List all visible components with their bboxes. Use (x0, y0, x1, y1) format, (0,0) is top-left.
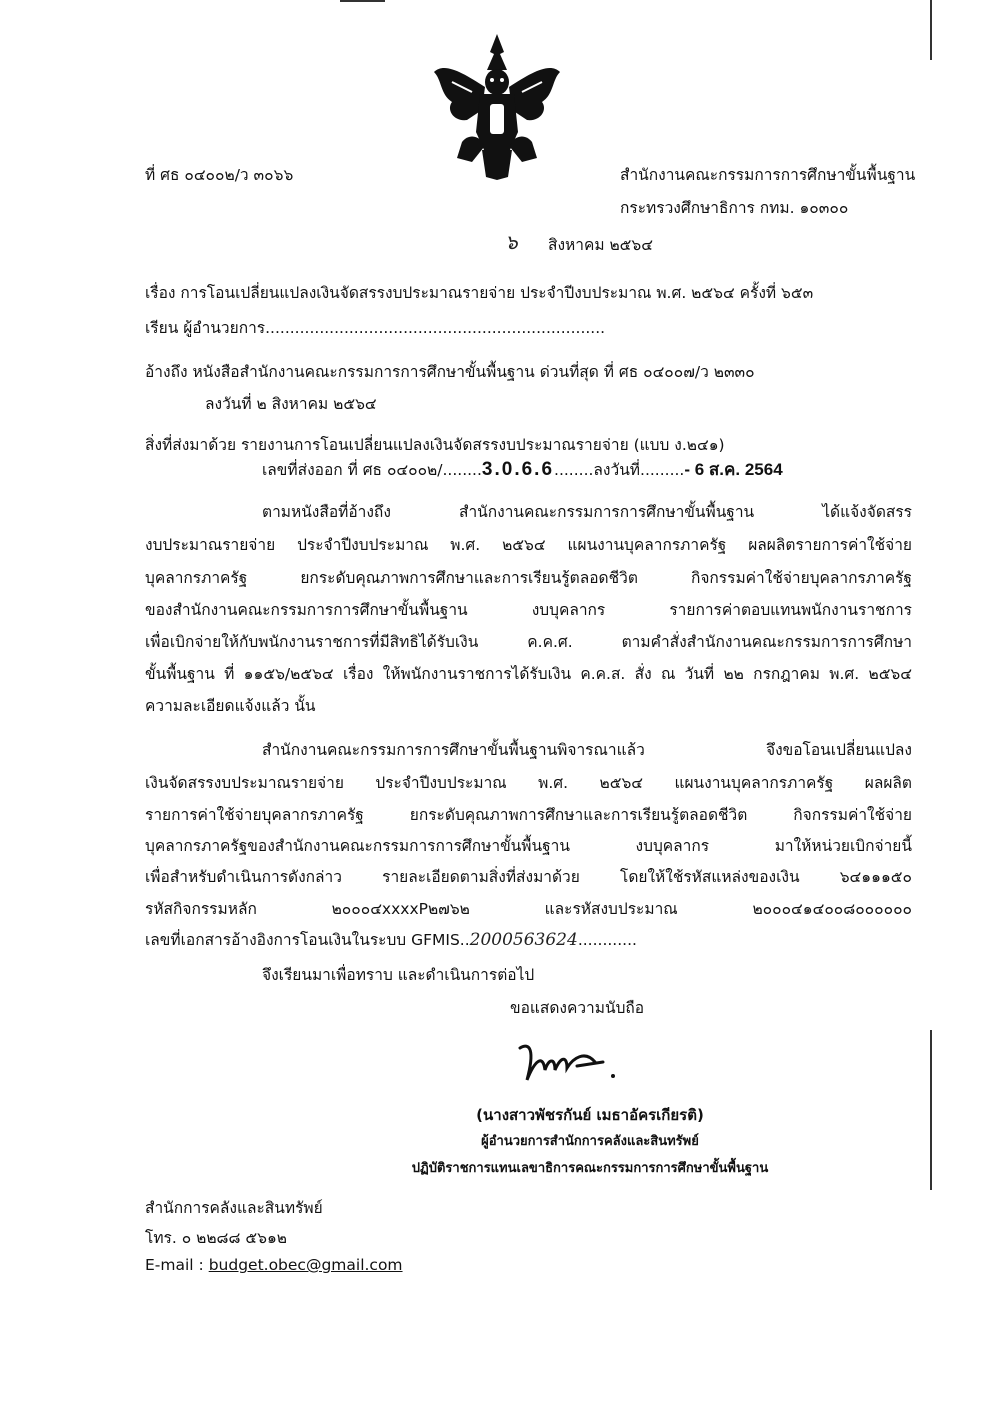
email-link[interactable]: budget.obec@gmail.com (208, 1256, 403, 1274)
paragraph1-line: งบประมาณรายจ่าย ประจำปีงบประมาณ พ.ศ. ๒๕๖๔ แผนงานบุคลากรภาครัฐ ผลผลิตรายการค่าใช้จ่าย (145, 536, 912, 554)
paragraph2-line: เงินจัดสรรงบประมาณรายจ่าย ประจำปีงบประมาณ พ.ศ. ๒๕๖๔ แผนงานบุคลากรภาครัฐ ผลผลิต (145, 774, 912, 792)
date-day-handwritten: ๖ (505, 230, 518, 254)
paragraph2-line: รหัสกิจกรรมหลัก ๒๐๐๐๔xxxxP๒๗๖๒ และรหัสงบประมาณ ๒๐๐๐๔๑๔๐๐๘๐๐๐๐๐๐ (145, 900, 912, 918)
paragraph2-line: สำนักงานคณะกรรมการการศึกษาขั้นพื้นฐานพิจารณาแล้ว จึงขอโอนเปลี่ยนแปลง (262, 741, 912, 759)
office-address: กระทรวงศึกษาธิการ กทม. ๑๐๓๐๐ (620, 199, 849, 217)
document-date: สิงหาคม ๒๕๖๔ (548, 236, 653, 254)
gfmis-label: เลขที่เอกสารอ้างอิงการโอนเงินในระบบ GFMIS.. (145, 931, 470, 949)
subject: เรื่อง การโอนเปลี่ยนแปลงเงินจัดสรรงบประมาณรายจ่าย ประจำปีงบประมาณ พ.ศ. ๒๕๖๔ ครั้งที่ ๖๕๓ (145, 284, 814, 302)
gfmis-dots: ............ (577, 931, 637, 949)
complimentary-close: ขอแสดงความนับถือ (510, 999, 645, 1017)
paragraph1-line: ของสำนักงานคณะกรรมการการศึกษาขั้นพื้นฐาน งบบุคลากร รายการค่าตอบแทนพนักงานราชการ (145, 601, 912, 619)
paragraph2-line: รายการค่าใช้จ่ายบุคลากรภาครัฐ ยกระดับคุณภาพการศึกษาและการเรียนรู้ตลอดชีวิต กิจกรรมค่าใช้จ่าย (145, 806, 912, 824)
paragraph2-line: เพื่อสำหรับดำเนินการดังกล่าว รายละเอียดตามสิ่งที่ส่งมาด้วย โดยให้ใช้รหัสแหล่งของเงิน ๖๔๑๑๑๕๐ (145, 868, 912, 886)
out-number-label: เลขที่ส่งออก ที่ ศธ ๐๔๐๐๒/........ (262, 461, 482, 479)
paragraph1-line: ขั้นพื้นฐาน ที่ ๑๑๕๖/๒๕๖๔ เรื่อง ให้พนักงานราชการได้รับเงิน ค.ค.ส. สั่ง ณ วันที่ ๒๒ กรกฎาคม พ.ศ. ๒๕๖๔ (145, 665, 912, 683)
out-date-label: ........ลงวันที่......... (554, 461, 685, 479)
reference-line1: อ้างถึง หนังสือสำนักงานคณะกรรมการการศึกษาขั้นพื้นฐาน ด่วนที่สุด ที่ ศธ ๐๔๐๐๗/ว ๒๓๓๐ (145, 363, 755, 381)
garuda-emblem (432, 32, 562, 182)
out-number-stamp: 3.0.6.6 (481, 459, 555, 480)
email-label: E-mail : (145, 1256, 209, 1274)
out-date-stamp: - 6 ส.ค. 2564 (684, 460, 783, 479)
signer-title: ผู้อำนวยการสำนักการคลังและสินทรัพย์ (481, 1134, 699, 1149)
footer-unit: สำนักการคลังและสินทรัพย์ (145, 1199, 323, 1217)
signature (515, 1040, 625, 1085)
enclosure-out-number (262, 458, 783, 482)
paragraph1-line: บุคลากรภาครัฐ ยกระดับคุณภาพการศึกษาและการเรียนรู้ตลอดชีวิต กิจกรรมค่าใช้จ่ายบุคลากรภาครัฐ (145, 569, 912, 587)
footer-phone: โทร. ๐ ๒๒๘๘ ๕๖๑๒ (145, 1229, 288, 1247)
closing-sentence: จึงเรียนมาเพื่อทราบ และดำเนินการต่อไป (262, 966, 535, 984)
gfmis-reference (145, 928, 637, 952)
paragraph1-line: ความละเอียดแจ้งแล้ว นั้น (145, 697, 316, 715)
document-number: ที่ ศธ ๐๔๐๐๒/ว ๓๐๖๖ (145, 166, 294, 184)
scan-edge-mark (930, 0, 932, 60)
signer-acting-title: ปฏิบัติราชการแทนเลขาธิการคณะกรรมการการศึกษาขั้นพื้นฐาน (411, 1161, 769, 1176)
enclosure-line1: สิ่งที่ส่งมาด้วย รายงานการโอนเปลี่ยนแปลงเงินจัดสรรงบประมาณรายจ่าย (แบบ ง.๒๔๑) (145, 436, 725, 454)
reference-line2: ลงวันที่ ๒ สิงหาคม ๒๕๖๔ (205, 395, 377, 413)
paragraph1-line: เพื่อเบิกจ่ายให้กับพนักงานราชการที่มีสิทธิได้รับเงิน ค.ค.ศ. ตามคำสั่งสำนักงานคณะกรรมการการศึกษา (145, 633, 912, 651)
scan-edge-mark (930, 1030, 932, 1190)
scan-artifact-line (340, 0, 385, 2)
signer-name: (นางสาวพัชรกันย์ เมธาอัครเกียรติ) (476, 1106, 704, 1124)
paragraph1-line: ตามหนังสือที่อ้างถึง สำนักงานคณะกรรมการการศึกษาขั้นพื้นฐาน ได้แจ้งจัดสรร (262, 503, 912, 521)
footer-email (145, 1253, 403, 1277)
gfmis-number-handwritten: 2000563624 (469, 930, 578, 950)
office-name: สำนักงานคณะกรรมการการศึกษาขั้นพื้นฐาน (620, 166, 916, 184)
addressee: เรียน ผู้อำนวยการ..................................................................... (145, 319, 606, 337)
paragraph2-line: บุคลากรภาครัฐของสำนักงานคณะกรรมการการศึกษาขั้นพื้นฐาน งบบุคลากร มาให้หน่วยเบิกจ่ายนี้ (145, 837, 912, 855)
